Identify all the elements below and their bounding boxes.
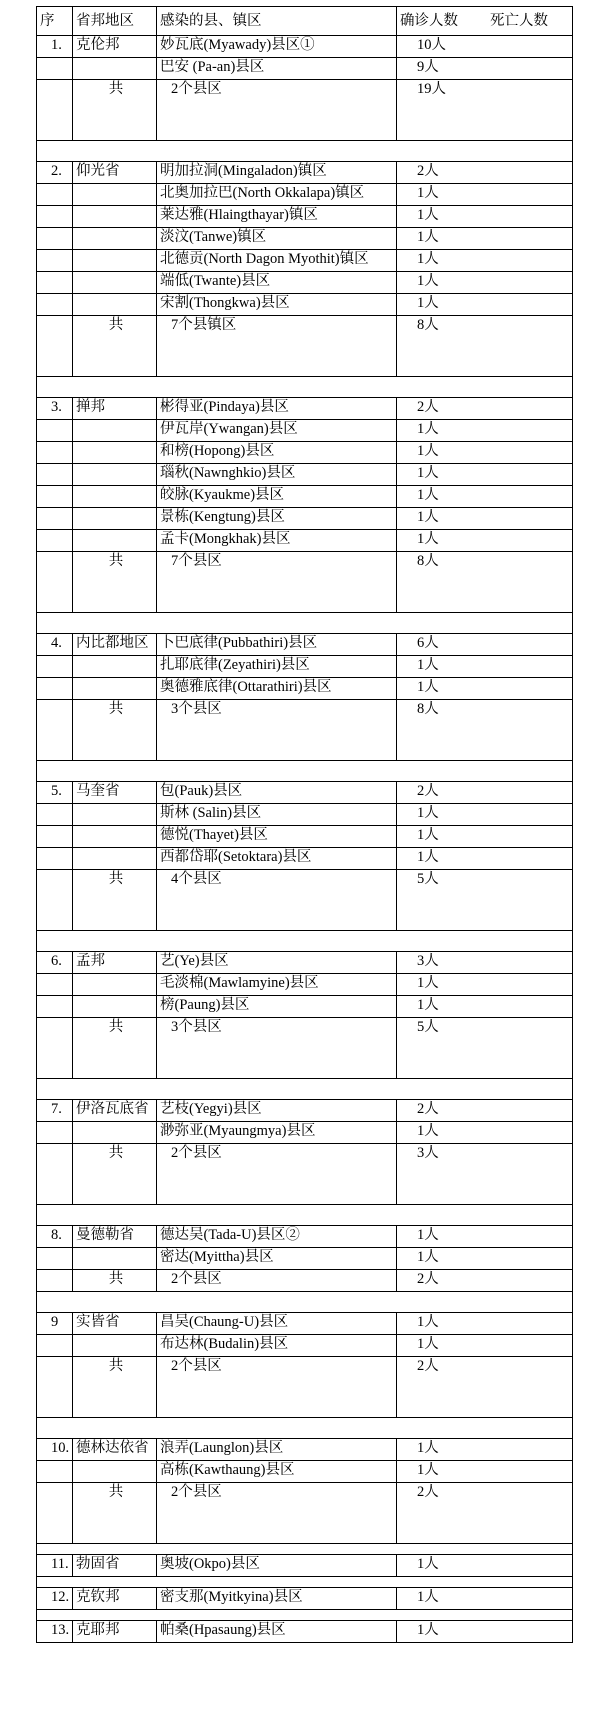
row-region (73, 206, 157, 228)
total-district: 4个县区 (157, 870, 397, 931)
total-confirmed: 5人 (397, 1018, 573, 1079)
total-confirmed: 2人 (397, 1483, 573, 1544)
row-no (37, 974, 73, 996)
row-district: 景栋(Kengtung)县区 (157, 508, 397, 530)
total-label: 共 (73, 1270, 157, 1292)
total-no (37, 316, 73, 377)
row-region (73, 58, 157, 80)
row-region (73, 848, 157, 870)
row-no: 3. (37, 398, 73, 420)
row-confirmed: 1人 (397, 804, 573, 826)
row-region (73, 678, 157, 700)
row-region (73, 442, 157, 464)
row-no (37, 272, 73, 294)
spacer-row (37, 377, 573, 398)
row-no: 2. (37, 162, 73, 184)
row-region: 德林达依省 (73, 1439, 157, 1461)
spacer-row (37, 931, 573, 952)
spacer-row (37, 1418, 573, 1439)
total-no (37, 870, 73, 931)
row-district: 北德贡(North Dagon Myothit)镇区 (157, 250, 397, 272)
table-row (37, 508, 573, 530)
row-region (73, 530, 157, 552)
row-district: 德达吴(Tada-U)县区② (157, 1226, 397, 1248)
total-row (37, 1144, 573, 1205)
row-no (37, 1248, 73, 1270)
row-region (73, 826, 157, 848)
spacer-row (37, 141, 573, 162)
table-row (37, 826, 573, 848)
table-row (37, 162, 573, 184)
row-district: 巴安 (Pa-an)县区 (157, 58, 397, 80)
table-row (37, 782, 573, 804)
total-row (37, 80, 573, 141)
table-row (37, 294, 573, 316)
table-row (37, 848, 573, 870)
spacer-cell (37, 931, 573, 952)
row-district: 包(Pauk)县区 (157, 782, 397, 804)
row-confirmed: 2人 (397, 398, 573, 420)
row-no: 6. (37, 952, 73, 974)
row-district: 明加拉洞(Mingaladon)镇区 (157, 162, 397, 184)
row-district: 淡汶(Tanwe)镇区 (157, 228, 397, 250)
row-confirmed: 1人 (397, 656, 573, 678)
total-label: 共 (73, 80, 157, 141)
table-row (37, 1439, 573, 1461)
row-no (37, 678, 73, 700)
row-district: 高栋(Kawthaung)县区 (157, 1461, 397, 1483)
row-confirmed: 1人 (397, 250, 573, 272)
row-district: 端低(Twante)县区 (157, 272, 397, 294)
row-region: 克伦邦 (73, 36, 157, 58)
table-row (37, 1248, 573, 1270)
table-row (37, 184, 573, 206)
total-no (37, 1483, 73, 1544)
row-region (73, 656, 157, 678)
row-confirmed: 1人 (397, 1248, 573, 1270)
row-confirmed: 10人 (397, 36, 573, 58)
row-region (73, 486, 157, 508)
spacer-row (37, 1577, 573, 1588)
row-no (37, 1461, 73, 1483)
row-district: 榜(Paung)县区 (157, 996, 397, 1018)
row-confirmed: 1人 (397, 228, 573, 250)
row-region: 伊洛瓦底省 (73, 1100, 157, 1122)
total-row (37, 700, 573, 761)
total-confirmed: 8人 (397, 700, 573, 761)
total-row (37, 552, 573, 613)
total-label: 共 (73, 700, 157, 761)
row-no: 9 (37, 1313, 73, 1335)
total-no (37, 80, 73, 141)
header-deaths: 死亡人数 (490, 13, 548, 29)
total-row (37, 1018, 573, 1079)
row-region: 孟邦 (73, 952, 157, 974)
row-region (73, 1122, 157, 1144)
row-no: 10. (37, 1439, 73, 1461)
row-district: 扎耶底律(Zeyathiri)县区 (157, 656, 397, 678)
row-confirmed: 1人 (397, 848, 573, 870)
row-no (37, 464, 73, 486)
row-no (37, 58, 73, 80)
row-no (37, 228, 73, 250)
row-district: 密达(Myittha)县区 (157, 1248, 397, 1270)
spacer-row (37, 1079, 573, 1100)
row-confirmed: 1人 (397, 530, 573, 552)
total-district: 2个县区 (157, 1144, 397, 1205)
table-row (37, 1226, 573, 1248)
row-district: 妙瓦底(Myawady)县区① (157, 36, 397, 58)
table-row (37, 1461, 573, 1483)
row-confirmed: 1人 (397, 1313, 573, 1335)
total-no (37, 552, 73, 613)
table-row (37, 272, 573, 294)
row-no: 13. (37, 1621, 73, 1643)
row-region (73, 1461, 157, 1483)
header-counts (397, 7, 573, 36)
row-district: 艺枝(Yegyi)县区 (157, 1100, 397, 1122)
row-confirmed: 1人 (397, 1621, 573, 1643)
row-region (73, 1248, 157, 1270)
row-district: 布达林(Budalin)县区 (157, 1335, 397, 1357)
row-no (37, 530, 73, 552)
row-confirmed: 1人 (397, 184, 573, 206)
total-label: 共 (73, 552, 157, 613)
row-no (37, 804, 73, 826)
table-row (37, 804, 573, 826)
row-region (73, 1335, 157, 1357)
header-region: 省邦地区 (73, 7, 157, 36)
row-confirmed: 1人 (397, 420, 573, 442)
row-district: 孟卡(Mongkhak)县区 (157, 530, 397, 552)
row-region (73, 250, 157, 272)
row-district: 斯林 (Salin)县区 (157, 804, 397, 826)
row-region (73, 294, 157, 316)
row-confirmed: 1人 (397, 1461, 573, 1483)
row-region (73, 996, 157, 1018)
row-no (37, 1122, 73, 1144)
row-confirmed: 1人 (397, 486, 573, 508)
row-confirmed: 1人 (397, 974, 573, 996)
row-confirmed: 1人 (397, 1335, 573, 1357)
row-region (73, 464, 157, 486)
row-district: 皎脉(Kyaukme)县区 (157, 486, 397, 508)
spacer-cell (37, 1577, 573, 1588)
row-no (37, 826, 73, 848)
total-district: 2个县区 (157, 80, 397, 141)
row-no: 5. (37, 782, 73, 804)
row-region (73, 228, 157, 250)
row-region: 勃固省 (73, 1555, 157, 1577)
row-district: 艺(Ye)县区 (157, 952, 397, 974)
spacer-row (37, 761, 573, 782)
row-confirmed: 1人 (397, 1122, 573, 1144)
row-no (37, 294, 73, 316)
row-region (73, 184, 157, 206)
total-district: 7个县区 (157, 552, 397, 613)
row-no (37, 996, 73, 1018)
row-confirmed: 1人 (397, 826, 573, 848)
spacer-cell (37, 141, 573, 162)
table-row (37, 1335, 573, 1357)
row-region: 克耶邦 (73, 1621, 157, 1643)
table-row (37, 1555, 573, 1577)
row-confirmed: 2人 (397, 162, 573, 184)
table-row (37, 420, 573, 442)
table-row (37, 952, 573, 974)
total-district: 2个县区 (157, 1483, 397, 1544)
spacer-cell (37, 1079, 573, 1100)
row-confirmed: 1人 (397, 442, 573, 464)
row-region (73, 420, 157, 442)
row-district: 西都岱耶(Setoktara)县区 (157, 848, 397, 870)
row-district: 莱达雅(Hlaingthayar)镇区 (157, 206, 397, 228)
table-header-row (37, 7, 573, 36)
myanmar-cases-table (36, 6, 573, 1643)
total-confirmed: 8人 (397, 552, 573, 613)
table-row (37, 530, 573, 552)
row-confirmed: 3人 (397, 952, 573, 974)
row-confirmed: 1人 (397, 206, 573, 228)
total-no (37, 1018, 73, 1079)
row-no: 12. (37, 1588, 73, 1610)
table-row (37, 656, 573, 678)
row-district: 浪弄(Launglon)县区 (157, 1439, 397, 1461)
table-row (37, 442, 573, 464)
row-confirmed: 1人 (397, 294, 573, 316)
spacer-cell (37, 377, 573, 398)
total-district: 3个县区 (157, 700, 397, 761)
table-row (37, 1588, 573, 1610)
row-no (37, 486, 73, 508)
spacer-row (37, 1205, 573, 1226)
table-row (37, 228, 573, 250)
table-row (37, 678, 573, 700)
row-confirmed: 1人 (397, 1226, 573, 1248)
row-district: 德悦(Thayet)县区 (157, 826, 397, 848)
row-region: 内比都地区 (73, 634, 157, 656)
total-confirmed: 2人 (397, 1357, 573, 1418)
row-no (37, 442, 73, 464)
row-district: 瑙秋(Nawnghkio)县区 (157, 464, 397, 486)
table-row (37, 206, 573, 228)
row-no (37, 250, 73, 272)
spacer-cell (37, 761, 573, 782)
row-no: 4. (37, 634, 73, 656)
row-no (37, 420, 73, 442)
row-confirmed: 1人 (397, 464, 573, 486)
total-district: 7个县镇区 (157, 316, 397, 377)
total-label: 共 (73, 1483, 157, 1544)
header-confirmed: 确诊人数 (400, 13, 458, 29)
table-row (37, 36, 573, 58)
row-region: 马奎省 (73, 782, 157, 804)
row-no (37, 1335, 73, 1357)
row-no (37, 206, 73, 228)
row-region: 克钦邦 (73, 1588, 157, 1610)
table-row (37, 1122, 573, 1144)
row-confirmed: 1人 (397, 508, 573, 530)
header-district: 感染的县、镇区 (157, 7, 397, 36)
row-region: 实皆省 (73, 1313, 157, 1335)
total-row (37, 870, 573, 931)
table-row (37, 634, 573, 656)
total-district: 3个县区 (157, 1018, 397, 1079)
spacer-cell (37, 1205, 573, 1226)
total-no (37, 1270, 73, 1292)
row-district: 昌吴(Chaung-U)县区 (157, 1313, 397, 1335)
table-row (37, 250, 573, 272)
row-region: 仰光省 (73, 162, 157, 184)
table-row (37, 464, 573, 486)
spacer-row (37, 613, 573, 634)
row-district: 彬得亚(Pindaya)县区 (157, 398, 397, 420)
total-confirmed: 2人 (397, 1270, 573, 1292)
spacer-row (37, 1544, 573, 1555)
row-district: 毛淡棉(Mawlamyine)县区 (157, 974, 397, 996)
row-district: 卜巴底律(Pubbathiri)县区 (157, 634, 397, 656)
row-district: 帕桑(Hpasaung)县区 (157, 1621, 397, 1643)
total-label: 共 (73, 1018, 157, 1079)
total-label: 共 (73, 1144, 157, 1205)
total-confirmed: 3人 (397, 1144, 573, 1205)
spacer-row (37, 1610, 573, 1621)
spacer-cell (37, 613, 573, 634)
total-confirmed: 8人 (397, 316, 573, 377)
row-district: 和榜(Hopong)县区 (157, 442, 397, 464)
row-confirmed: 6人 (397, 634, 573, 656)
row-no: 7. (37, 1100, 73, 1122)
row-district: 伊瓦岸(Ywangan)县区 (157, 420, 397, 442)
table-row (37, 398, 573, 420)
row-confirmed: 9人 (397, 58, 573, 80)
row-confirmed: 2人 (397, 782, 573, 804)
row-no: 11. (37, 1555, 73, 1577)
row-region (73, 508, 157, 530)
table-row (37, 1621, 573, 1643)
row-no (37, 184, 73, 206)
total-label: 共 (73, 1357, 157, 1418)
total-row (37, 316, 573, 377)
row-confirmed: 1人 (397, 1588, 573, 1610)
total-label: 共 (73, 316, 157, 377)
row-confirmed: 1人 (397, 1555, 573, 1577)
table-row (37, 486, 573, 508)
spacer-cell (37, 1544, 573, 1555)
row-no: 1. (37, 36, 73, 58)
table-row (37, 974, 573, 996)
spacer-cell (37, 1292, 573, 1313)
total-row (37, 1270, 573, 1292)
row-confirmed: 1人 (397, 272, 573, 294)
row-no (37, 848, 73, 870)
row-region: 掸邦 (73, 398, 157, 420)
row-confirmed: 1人 (397, 996, 573, 1018)
table-row (37, 58, 573, 80)
row-district: 北奥加拉巴(North Okkalapa)镇区 (157, 184, 397, 206)
row-district: 渺弥亚(Myaungmya)县区 (157, 1122, 397, 1144)
row-no: 8. (37, 1226, 73, 1248)
row-no (37, 508, 73, 530)
row-confirmed: 2人 (397, 1100, 573, 1122)
row-region (73, 974, 157, 996)
spacer-row (37, 1292, 573, 1313)
row-district: 奥坡(Okpo)县区 (157, 1555, 397, 1577)
total-no (37, 700, 73, 761)
row-district: 宋割(Thongkwa)县区 (157, 294, 397, 316)
row-confirmed: 1人 (397, 1439, 573, 1461)
spacer-cell (37, 1418, 573, 1439)
total-district: 2个县区 (157, 1357, 397, 1418)
table-row (37, 996, 573, 1018)
total-row (37, 1357, 573, 1418)
spacer-cell (37, 1610, 573, 1621)
row-region (73, 804, 157, 826)
total-row (37, 1483, 573, 1544)
header-no: 序 (37, 7, 73, 36)
total-district: 2个县区 (157, 1270, 397, 1292)
row-confirmed: 1人 (397, 678, 573, 700)
row-district: 密支那(Myitkyina)县区 (157, 1588, 397, 1610)
row-no (37, 656, 73, 678)
table-row (37, 1313, 573, 1335)
table-row (37, 1100, 573, 1122)
total-confirmed: 5人 (397, 870, 573, 931)
row-district: 奥德雅底律(Ottarathiri)县区 (157, 678, 397, 700)
total-no (37, 1144, 73, 1205)
row-region: 曼德勒省 (73, 1226, 157, 1248)
total-confirmed: 19人 (397, 80, 573, 141)
row-region (73, 272, 157, 294)
total-no (37, 1357, 73, 1418)
total-label: 共 (73, 870, 157, 931)
